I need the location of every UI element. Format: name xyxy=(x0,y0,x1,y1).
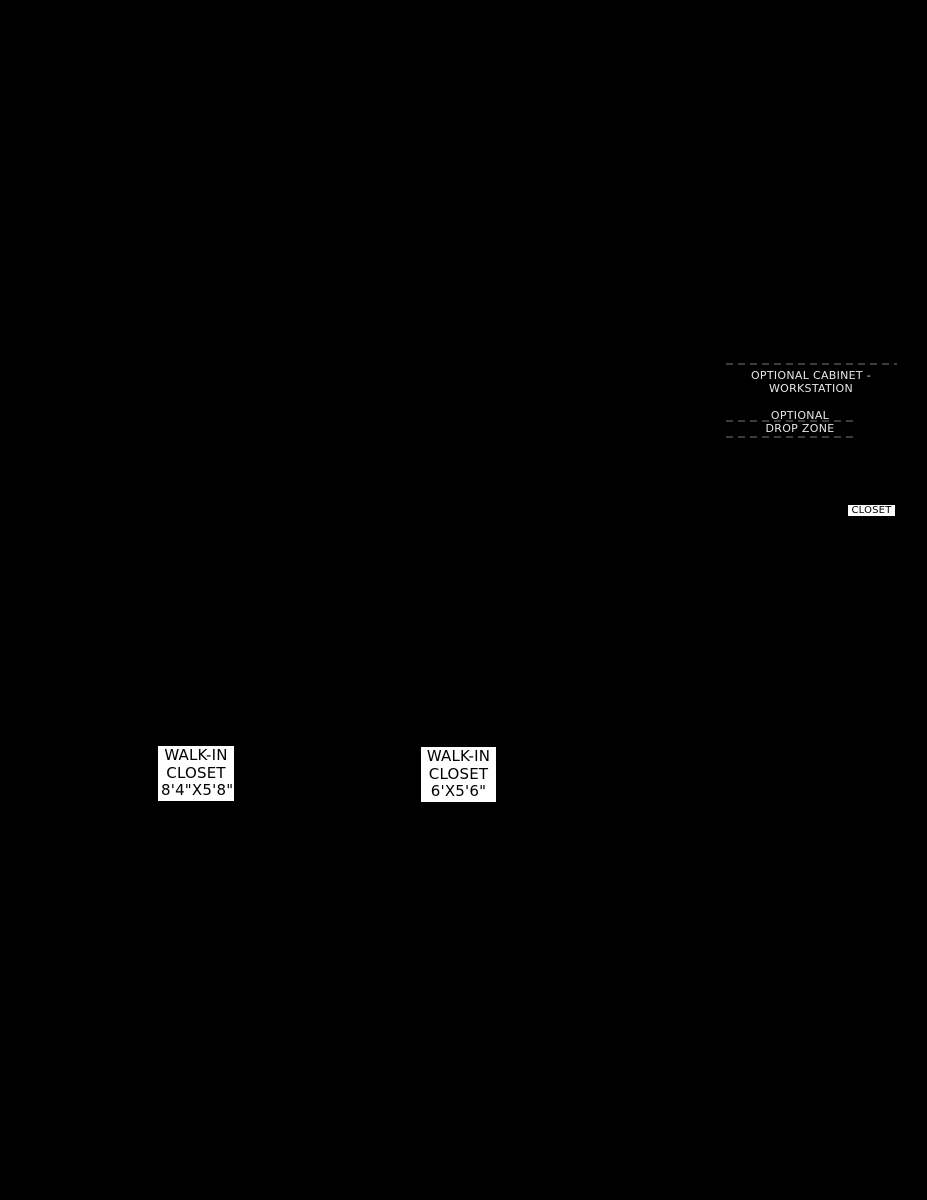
walk-in-closet-2-line2: CLOSET xyxy=(428,764,489,783)
closet-label: CLOSET xyxy=(848,505,895,516)
walk-in-closet-1-label xyxy=(158,746,234,801)
walk-in-closet-1-size: 8'4"X5'8" xyxy=(161,781,234,799)
optional-cabinet-line2: WORKSTATION xyxy=(768,382,854,395)
walk-in-closet-2-size: 6'X5'6" xyxy=(430,782,487,800)
optional-drop-zone-label xyxy=(742,409,858,435)
walk-in-closet-1-line1: WALK-IN xyxy=(164,746,228,764)
optional-cabinet-label xyxy=(728,369,894,395)
walk-in-closet-2-label xyxy=(421,747,496,802)
optional-drop-zone-line1: OPTIONAL xyxy=(770,409,830,422)
walk-in-closet-1-line2: CLOSET xyxy=(166,763,226,782)
optional-drop-zone-line2: DROP ZONE xyxy=(765,422,835,435)
optional-cabinet-line1: OPTIONAL CABINET - xyxy=(750,369,872,382)
walk-in-closet-2-line1: WALK-IN xyxy=(426,747,491,765)
